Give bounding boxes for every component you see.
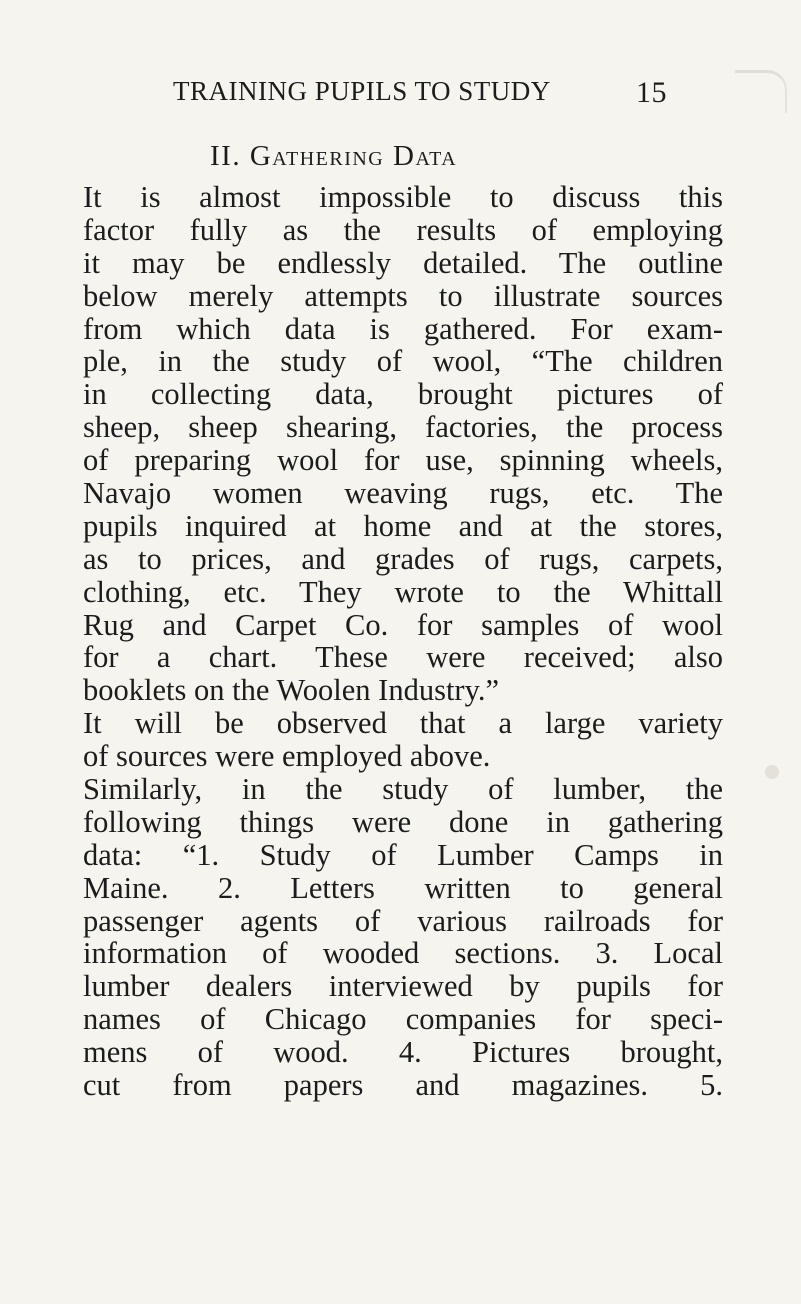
body-line: Navajo women weaving rugs, etc. The [83,476,723,511]
body-line: It is almost impossible to discuss this [83,180,723,214]
body-text [83,181,723,1102]
body-line: as to prices, and grades of rugs, carpets, [83,541,723,576]
body-line: pupils inquired at home and at the stores, [83,508,723,543]
body-line: clothing, etc. They wrote to the Whittall [83,574,723,609]
body-line: for a chart. These were received; also [83,640,723,675]
body-line: in collecting data, brought pictures of [83,377,723,412]
body-line: of sources were employed above. [83,739,491,774]
body-line: mens of wood. 4. Pictures brought, [83,1035,723,1070]
body-line: names of Chicago companies for speci- [83,1002,723,1037]
body-line: data: “1. Study of Lumber Camps in [83,837,723,872]
body-line: sheep, sheep shearing, factories, the process [83,410,723,445]
body-line: passenger agents of various railroads for [83,903,723,938]
running-head [173,76,733,116]
page-corner-mark [735,70,787,113]
body-line: information of wooded sections. 3. Local [83,936,723,971]
section-heading: II. Gathering Data [210,140,458,172]
running-title: TRAINING PUPILS TO STUDY [173,76,551,106]
margin-smudge [765,765,779,779]
body-line: Maine. 2. Letters written to general [83,870,723,905]
body-line: factor fully as the results of employing [83,212,723,247]
body-line: following things were done in gathering [83,804,723,839]
body-line: of preparing wool for use, spinning wheels, [83,443,723,478]
body-line: cut from papers and magazines. 5. [83,1068,723,1103]
body-line: Similarly, in the study of lumber, the [83,772,723,807]
body-line: from which data is gathered. For exam- [83,311,723,346]
body-line: ple, in the study of wool, “The children [83,344,723,379]
page-number: 15 [636,76,667,109]
body-line: below merely attempts to illustrate sources [83,278,723,313]
body-line: it may be endlessly detailed. The outline [83,245,723,280]
body-line: It will be observed that a large variety [83,706,723,741]
body-line: booklets on the Woolen Industry.” [83,673,500,708]
body-line: lumber dealers interviewed by pupils for [83,969,723,1004]
body-line: Rug and Carpet Co. for samples of wool [83,607,723,642]
